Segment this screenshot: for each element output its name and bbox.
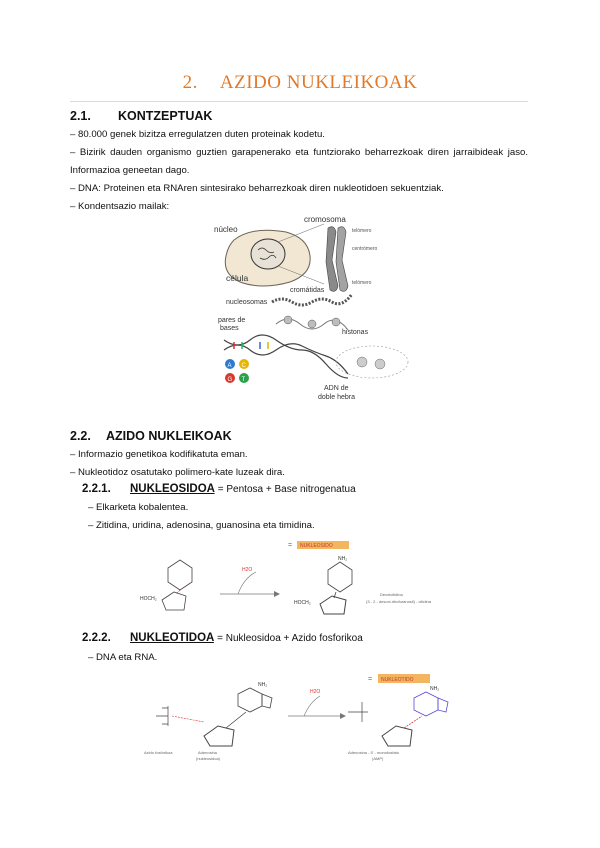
base-a-letter: A: [227, 363, 232, 369]
list-item: – Zitidina, uridina, adenosina, guanosina eta timidina.: [88, 520, 315, 531]
sugar-ring-left: [162, 592, 186, 610]
ribose-right: [382, 726, 412, 746]
acid-caption: Azido fosforikoa: [144, 750, 173, 755]
list-item: – Nukleotidoz osatutako polimero-kate luzeak dira.: [70, 467, 285, 478]
nucleus-shape: [251, 239, 285, 269]
bullet-list: [70, 126, 528, 216]
equals-sign: =: [368, 676, 373, 683]
adenine-ring-left: [238, 688, 262, 712]
caption-deoxicitidina: Deoxicitidina: [380, 592, 403, 597]
bullet-list: [88, 499, 528, 535]
base-g-letter: G: [227, 377, 233, 383]
nucleosome-bead: [332, 318, 340, 326]
water-label: H2O: [310, 689, 321, 695]
chromatin-fiber: [272, 294, 352, 305]
label-pares: pares de: [218, 317, 246, 324]
nucleoside-figure: [140, 538, 470, 618]
caption-adenosina: Adenosina: [198, 750, 217, 755]
list-item: – 80.000 genek bizitza erregulatzen duten proteinak kodetu.: [70, 129, 325, 140]
phosphoric-acid: [156, 706, 168, 726]
list-item: – DNA: Proteinen eta RNAren sintesirako beharrezkoak diren nukleotidoen sekuentziak.: [70, 183, 444, 194]
base-ring-left: [168, 560, 192, 590]
phosphate-group: [348, 702, 368, 722]
nukleotido-tag: NUKLEOTIDO: [381, 677, 414, 683]
ester-bond-hint: [172, 716, 204, 722]
chromatid-right: [336, 227, 348, 292]
section-title: AZIDO NUKLEIKOAK: [106, 429, 232, 443]
label-celula: célula: [226, 273, 249, 283]
caption-amp-name: Adenosina - 5' - monofosfato: [348, 750, 400, 755]
adenine-ring-right-5: [438, 698, 448, 712]
subsection-number: 2.2.2.: [82, 632, 111, 644]
term-nukleotidoa: NUKLEOTIDOA: [130, 632, 214, 644]
ribose-left: [204, 726, 234, 746]
list-item: – Kondentsazio mailak:: [70, 201, 170, 212]
section-number: 2.2.: [70, 429, 91, 443]
term-definition: = Nukleosidoa + Azido fosforikoa: [217, 633, 363, 644]
bullet-list: [88, 649, 528, 667]
glycosidic-bond-left: [226, 712, 246, 728]
nh2-label: NH₂: [338, 556, 348, 562]
term-definition: = Pentosa + Base nitrogenatua: [217, 484, 356, 495]
nh2-left: NH₂: [258, 682, 268, 688]
right-hoch2: HOCH₂: [294, 600, 311, 606]
label-histonas: histonas: [342, 329, 369, 336]
sugar-ring-right: [320, 596, 346, 614]
subsection-number: 2.2.1.: [82, 483, 111, 495]
label-telomero-bottom: telómero: [352, 280, 372, 286]
label-bases: bases: [220, 325, 239, 332]
nucleosome-bead: [308, 320, 316, 328]
label-doble-hebra: doble hebra: [318, 394, 355, 401]
title-text: AZIDO NUKLEIKOAK: [219, 72, 418, 93]
subsection-heading-nukleosidoa: [82, 483, 356, 495]
page-title: [0, 72, 600, 94]
adenine-ring-left-5: [262, 694, 272, 708]
histone-zoom-ring: [336, 346, 408, 378]
subsection-heading-nukleotidoa: [82, 632, 363, 644]
label-telomero-top: telómero: [352, 228, 372, 234]
base-c-letter: C: [241, 363, 246, 369]
nukleosido-tag: NUKLEOSIDO: [300, 543, 333, 549]
water-arrow: [238, 572, 256, 594]
list-item: – Bizirik dauden organismo guztien garapenerako eta funtziorako beharrezkoak diren jarraibideak jaso. Informazioa geneetan dago.: [70, 147, 528, 176]
nucleosome-bead: [284, 316, 292, 324]
label-cromosoma: cromosoma: [304, 215, 346, 224]
label-centromero: centrómero: [352, 246, 378, 252]
caption-nukleosidoa: (nukleosidoa): [196, 756, 221, 761]
adenine-ring-right: [414, 692, 438, 716]
section-heading-azido-nukleikoak: [70, 429, 232, 443]
nucleotide-figure: [142, 668, 472, 764]
water-label: H2O: [242, 567, 253, 573]
section-number: 2.1.: [70, 109, 91, 123]
title-divider: [70, 101, 528, 102]
label-nucleo: núcleo: [214, 225, 238, 234]
list-item: – DNA eta RNA.: [88, 652, 158, 663]
section-title: KONTZEPTUAK: [118, 109, 213, 123]
left-hoch2: HOCH₂: [140, 596, 157, 602]
bullet-list: [70, 446, 528, 482]
water-arrow: [304, 696, 320, 716]
histone-core: [357, 357, 367, 367]
label-cromatidas: cromátidas: [290, 287, 325, 294]
caption-chemical-name: (3 - 2 - desoxi-ribofuranosil) - citidina: [366, 599, 431, 604]
histone-core: [375, 359, 385, 369]
section-heading-kontzeptuak: [70, 109, 212, 123]
equals-sign: =: [288, 542, 293, 549]
list-item: – Elkarketa kobalentea.: [88, 502, 189, 513]
arrow-head: [340, 713, 346, 719]
condensation-levels-figure: [212, 212, 412, 404]
base-ring-right: [328, 562, 352, 592]
nh2-right: NH₂: [430, 686, 440, 692]
title-number: 2.: [182, 72, 198, 93]
arrow-head: [274, 591, 280, 597]
base-t-letter: T: [241, 377, 246, 383]
helix-strand-a: [224, 335, 348, 378]
label-nucleosomas: nucleosomas: [226, 299, 268, 306]
glycosidic-bond-right: [404, 716, 422, 728]
caption-amp: (AMP): [372, 756, 384, 761]
list-item: – Informazio genetikoa kodifikatuta eman.: [70, 449, 248, 460]
label-adn-de: ADN de: [324, 385, 349, 392]
term-nukleosidoa: NUKLEOSIDOA: [130, 483, 215, 495]
